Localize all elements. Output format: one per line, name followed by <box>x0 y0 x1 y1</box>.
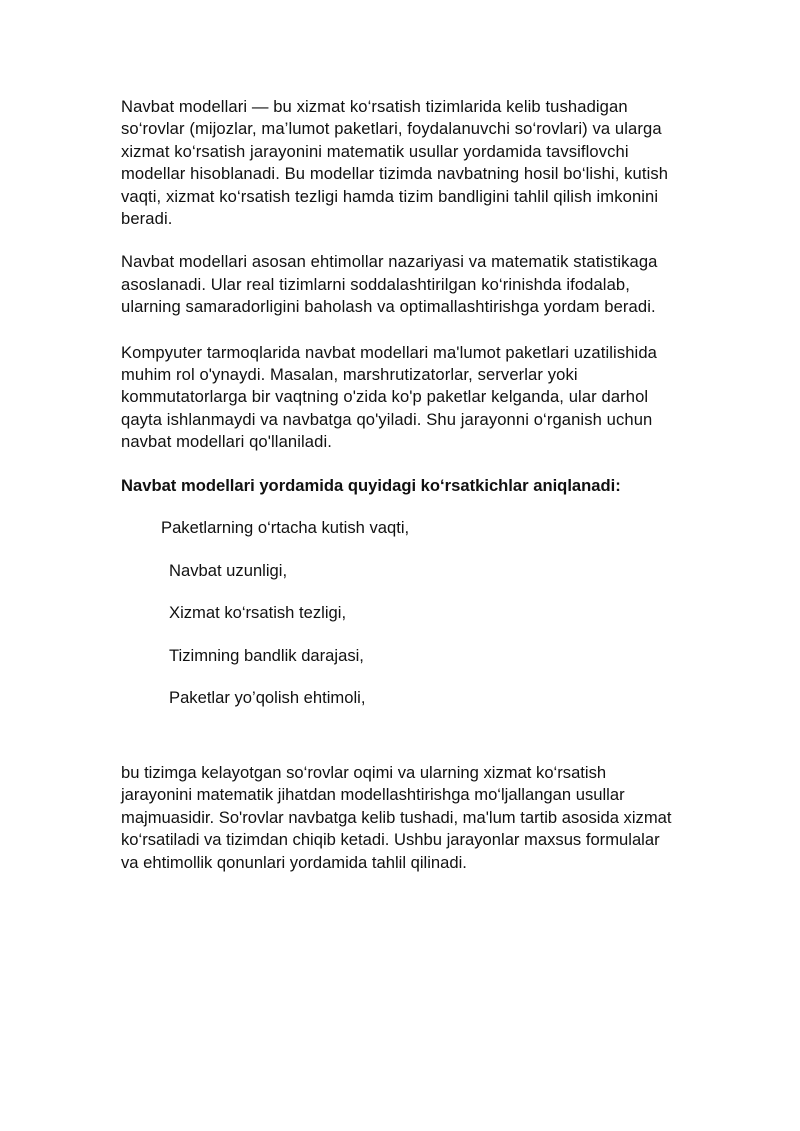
list-item: Paketlarning o‘rtacha kutish vaqti, <box>161 518 410 537</box>
paragraph-networks: Kompyuter tarmoqlarida navbat modellari ma'lumot paketlari uzatilishida muhim rol o'ynaydi. Masalan, marshrutizatorlar, serverlar yoki kommutatorlarga bir vaqtning o'zida ko'p paketlar kelganda, ular darhol qayta ishlanmaydi va navbatga qo'yiladi. Shu jarayonni o‘rganish uchun navbat modellari qo'llaniladi. <box>121 342 657 452</box>
paragraph-intro: Navbat modellari — bu xizmat ko‘rsatish tizimlarida kelib tushadigan so‘rovlar (mijozlar, ma’lumot paketlari, foydalanuvchi so‘rovlari) va ularga xizmat ko‘rsatish jarayonini matematik usullar yordamida tavsiflovchi modellar hisoblanadi. Bu modellar tizimda navbatning hosil bo‘lishi, kutish vaqti, xizmat ko‘rsatish tezligi hamda tizim bandligini tahlil qilish imkonini beradi. <box>121 97 669 229</box>
section-heading: Navbat modellari yordamida quyidagi ko‘rsatkichlar aniqlanadi: <box>121 475 621 495</box>
document-body <box>121 96 681 872</box>
list-item: Xizmat ko‘rsatish tezligi, <box>169 603 347 622</box>
paragraph-theory: Navbat modellari asosan ehtimollar nazariyasi va matematik statistikaga asoslanadi. Ular real tizimlarni soddalashtirilgan ko‘rinishda ifodalab, ularning samaradorligini baholash va optimallashtirishga yordam beradi. <box>121 252 658 317</box>
list-item: Paketlar yo’qolish ehtimoli, <box>169 688 366 707</box>
paragraph-closing: bu tizimga kelayotgan so‘rovlar oqimi va ularning xizmat ko‘rsatish jarayonini matematik jihatdan modellashtirishga mo‘ljallangan usullar majmuasidir. So'rovlar navbatga kelib tushadi, ma'lum tartib asosida xizmat ko‘rsatiladi va tizimdan chiqib ketadi. Ushbu jarayonlar maxsus formulalar va ehtimollik qonunlari yordamida tahlil qilinadi. <box>121 763 672 872</box>
list-item: Tizimning bandlik darajasi, <box>169 646 364 665</box>
list-item: Navbat uzunligi, <box>169 561 288 580</box>
